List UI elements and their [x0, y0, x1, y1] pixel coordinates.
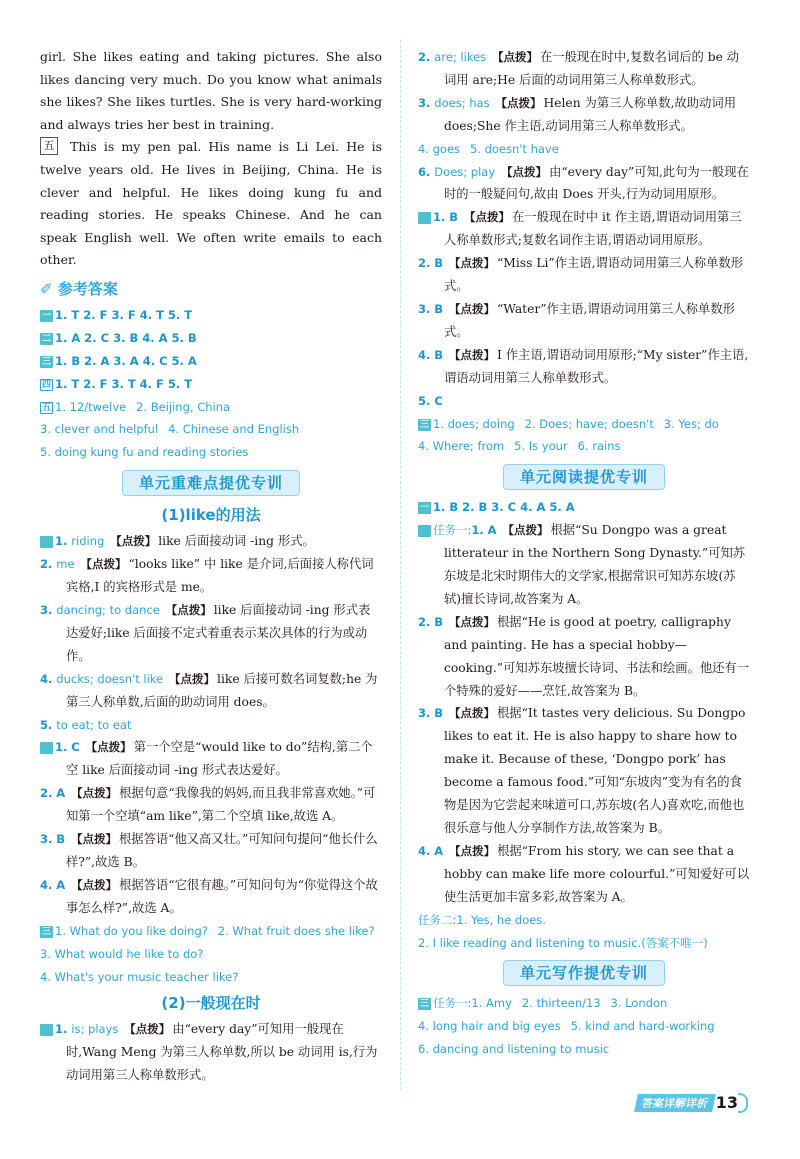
- tip-label: 【点拨】: [71, 786, 118, 801]
- footer-label: 答案详解详析: [634, 1094, 716, 1112]
- explained-answer: [418, 298, 750, 344]
- section-badge: 五: [41, 402, 51, 413]
- explained-answer: [406, 519, 750, 611]
- answer-text: C: [71, 740, 80, 755]
- answer-item: 2. What fruit does she like?: [217, 923, 375, 938]
- answer-text: is; plays: [71, 1022, 119, 1037]
- explanation: 根据“From his story, we can see that a hobby can make life more colourful.”可知爱好可以使生活更加丰富多彩,故答案为 A。: [444, 843, 750, 904]
- answer-row: [418, 992, 750, 1015]
- answer-number: 2.: [418, 50, 431, 64]
- explanation: 根据句意“我像我的妈妈,而且我非常喜欢她。”可知第一个空填“am like”,第二个空填 like,故选 A。: [66, 786, 376, 824]
- answer-number: 4.: [418, 843, 431, 858]
- explained-answer: [418, 611, 750, 703]
- answer-text: B: [56, 832, 66, 847]
- explained-answer: [40, 714, 382, 737]
- answer-number: 1.: [433, 210, 446, 225]
- answer-number: 5.: [40, 717, 53, 732]
- answer-row: [40, 441, 382, 464]
- answer-item: 6. dancing and listening to music: [418, 1042, 610, 1057]
- answer-row: [418, 909, 750, 932]
- left-column: [28, 46, 382, 1087]
- answer-text: are; likes: [434, 50, 487, 64]
- right-column: [406, 46, 750, 1061]
- explained-answer: [40, 828, 382, 874]
- page-edge-decoration: [738, 1093, 748, 1113]
- answer-item: 2. thirteen/13: [521, 996, 601, 1011]
- answer-list: 1. T 2. F 3. F 4. T 5. T: [55, 307, 193, 322]
- explanation: 由“every day”可知,此句为一般现在时的一般疑问句,故由 Does 开头,行为动词用原形。: [444, 164, 749, 202]
- explained-answer: [418, 344, 750, 390]
- page-footer: [636, 1092, 748, 1113]
- explained-answer: [40, 599, 382, 668]
- answer-text: B: [434, 347, 444, 362]
- answer-number: 2.: [418, 256, 431, 271]
- explained-answer: [418, 252, 750, 298]
- explained-answer: [418, 92, 750, 138]
- answer-item: 2. Does; have; doesn't: [524, 416, 654, 431]
- answer-text: A: [56, 877, 66, 892]
- answer-number: 6.: [418, 164, 431, 179]
- answer-number: 4.: [40, 877, 53, 892]
- section-badge: 一: [40, 1024, 53, 1036]
- section-badge: 一: [419, 503, 429, 514]
- answer-row: [40, 396, 382, 419]
- answer-item: 2. I like reading and listening to music.(答案不唯一): [418, 935, 708, 950]
- answer-row: [418, 138, 750, 161]
- explained-answer: [40, 782, 382, 828]
- answer-text: me: [56, 557, 75, 572]
- answer-text: Does; play: [434, 164, 496, 179]
- answer-text: dancing; to dance: [56, 603, 160, 617]
- answer-number: 4.: [418, 347, 431, 362]
- tip-label: 【点拨】: [165, 603, 212, 617]
- section-badge: 二: [41, 333, 51, 344]
- answer-text: A: [434, 843, 444, 858]
- pen-icon: ✐: [40, 279, 53, 298]
- explained-answer: [28, 736, 382, 782]
- answer-text: B: [434, 256, 444, 271]
- explained-answer: [40, 874, 382, 920]
- answer-item: 5. kind and hard-working: [570, 1019, 715, 1034]
- passage-text: This is my pen pal. His name is Li Lei. He is twelve years old. He lives in Beijing, China. He is clever and helpful. He likes doing kung fu and reading stories. He speaks Chinese. And he can speak English well. We often write emails to each other.: [40, 139, 382, 268]
- answer-item: 4. long hair and big eyes: [418, 1019, 561, 1034]
- answer-number: 3.: [40, 832, 53, 847]
- explained-answer: [28, 1018, 382, 1087]
- explained-answer: [28, 530, 382, 553]
- explanation: like 后面接动词 -ing 形式表达爱好;like 后面接不定式着重表示某次具体的行为或动作。: [66, 603, 371, 663]
- subsection-title: (1)like的用法: [161, 506, 261, 525]
- explanation: like 后接可数名词复数;he 为第三人称单数,后面的助动词用 does。: [66, 671, 378, 709]
- answer-number: 2.: [40, 786, 53, 801]
- answer-item: 6. rains: [577, 439, 621, 454]
- explained-answer: [418, 161, 750, 207]
- explained-answer: [418, 46, 750, 92]
- tip-label: 【点拨】: [502, 523, 549, 538]
- answer-item: 1. Amy: [471, 996, 512, 1011]
- answer-text: B: [434, 614, 444, 629]
- answer-row: [418, 435, 750, 458]
- tip-label: 【点拨】: [463, 210, 510, 225]
- explanation: 第一个空是“would like to do”结构,第二个空 like 后面接动词 -ing 形式表达爱好。: [66, 740, 373, 778]
- section-badge: 二: [418, 525, 431, 537]
- answer-row: [40, 304, 382, 327]
- explained-answer: [418, 840, 750, 909]
- tip-label: 【点拨】: [70, 832, 117, 847]
- explained-answer: [406, 206, 750, 252]
- answer-text: B: [434, 301, 444, 316]
- task-label: 任务一:: [433, 996, 472, 1011]
- answer-item: 5. doing kung fu and reading stories: [40, 445, 249, 460]
- explanation: 在一般现在时中,复数名词后的 be 动词用 are;He 后面的动词用第三人称单数形式。: [444, 50, 740, 87]
- banner-title: 单元重难点提优专训: [122, 470, 300, 496]
- answer-text: A: [56, 786, 66, 801]
- tip-label: 【点拨】: [124, 1022, 171, 1037]
- answer-item: 1. does; doing: [433, 416, 515, 431]
- tip-label: 【点拨】: [71, 877, 118, 892]
- answer-item: 1. What do you like doing?: [55, 923, 208, 938]
- tip-label: 【点拨】: [449, 843, 496, 858]
- answer-text: ducks; doesn't like: [56, 671, 164, 686]
- answer-item: 3. Yes; do: [663, 416, 719, 431]
- explained-answer: [418, 702, 750, 839]
- explanation: I 作主语,谓语动词用原形;“My sister”作主语,谓语动词用第三人称单数形式。: [444, 347, 749, 385]
- answer-row: [40, 943, 382, 966]
- page-number: 13: [715, 1093, 738, 1112]
- answer-item: 4. goes: [418, 141, 461, 156]
- answer-item: 5. C: [418, 393, 443, 408]
- explanation: like 后面接动词 -ing 形式。: [158, 534, 315, 549]
- answer-item: 1. Yes, he does.: [456, 912, 546, 927]
- answer-row: [40, 327, 382, 350]
- answer-item: 5. Is your: [514, 439, 568, 454]
- explanation: 根据答语“它很有趣。”可知问句为“你觉得这个故事怎么样?”,故选 A。: [66, 877, 378, 915]
- answer-list: 1. B 2. A 3. A 4. C 5. A: [55, 353, 197, 368]
- explained-answer: [40, 553, 382, 599]
- answer-row: [418, 1038, 750, 1061]
- tip-label: 【点拨】: [110, 534, 157, 549]
- tip-label: 【点拨】: [80, 557, 127, 572]
- section-badge: 三: [419, 419, 429, 430]
- answer-row: [40, 350, 382, 373]
- section-banner: [40, 470, 382, 498]
- answer-row: [40, 966, 382, 989]
- explanation: “Miss Li”作主语,谓语动词用第三人称单数形式。: [444, 256, 744, 294]
- answer-row: [418, 390, 750, 413]
- explanation: “looks like” 中 like 是介词,后面接人称代词宾格,I 的宾格形式是 me。: [66, 557, 374, 595]
- tip-label: 【点拨】: [448, 706, 495, 721]
- tip-label: 【点拨】: [448, 256, 495, 271]
- section-badge: 三: [41, 356, 51, 367]
- answer-list: 1. B 2. B 3. C 4. A 5. A: [433, 500, 575, 515]
- column-divider: [400, 40, 401, 1090]
- answer-number: 3.: [418, 706, 431, 721]
- section-badge: 四: [41, 379, 51, 390]
- section-badge: 二: [40, 742, 53, 754]
- answer-text: B: [449, 210, 459, 225]
- explanation: 根据答语“他又高又壮。”可知问句提问“他长什么样?”,故选 B。: [66, 832, 378, 869]
- answer-item: 3. What would he like to do?: [40, 946, 204, 961]
- answer-text: A: [487, 523, 497, 538]
- answer-number: 2.: [40, 557, 53, 572]
- answer-item: 4. What's your music teacher like?: [40, 969, 239, 984]
- answer-list: 1. A 2. C 3. B 4. A 5. B: [55, 330, 197, 345]
- section-badge: 三: [41, 926, 51, 937]
- section-badge: 一: [41, 310, 51, 321]
- explanation: 根据“He is good at poetry, calligraphy and painting. He has a special hobby—cooking.”可知苏东坡擅长诗词、书法和绘画。他还有一个特殊的爱好——烹饪,故答案为 B。: [444, 614, 750, 698]
- passage-paragraph: girl. She likes eating and taking pictures. She also likes dancing very much. Do you know what animals she likes? She likes turtles. She is very hard-working and always tries her best in training.: [40, 49, 382, 132]
- answer-number: 1.: [55, 740, 68, 755]
- tip-label: 【点拨】: [85, 740, 132, 755]
- answer-number: 1.: [471, 523, 484, 538]
- answer-item: 5. doesn't have: [469, 141, 559, 156]
- explanation: 根据“It tastes very delicious. Su Dongpo likes to eat it. He is also happy to share how to make it. Because of these, ‘Dongpo pork’ has become a famous food.”可知“东坡肉”变为有名的食物是因为它尝起来味道可口,苏东坡(名人)喜欢吃,而他也很乐意与他人分享制作方法,故答案为 B。: [444, 706, 746, 835]
- answer-number: 4.: [40, 671, 53, 686]
- section-badge: 三: [419, 999, 429, 1010]
- answer-number: 3.: [40, 603, 53, 617]
- explained-answer: [40, 668, 382, 714]
- explanation: 在一般现在时中 it 作主语,谓语动词用第三人称单数形式;复数名词作主语,谓语动词用原形。: [444, 210, 742, 248]
- task-label: 任务一:: [433, 523, 472, 538]
- explanation: Helen 为第三人称单数,故助动词用 does;She 作主语,动词用第三人称单数形式。: [444, 95, 736, 133]
- passage-paragraph-5: [40, 136, 382, 272]
- reference-answers-title: 参考答案: [57, 279, 118, 298]
- answer-row: [418, 932, 750, 955]
- answer-list: 1. T 2. F 3. T 4. F 5. T: [55, 376, 193, 391]
- answer-number: 1.: [55, 1022, 68, 1037]
- tip-label: 【点拨】: [448, 614, 495, 629]
- answer-number: 3.: [418, 301, 431, 316]
- section-number-badge: 五: [40, 137, 58, 155]
- answer-row: [40, 373, 382, 396]
- tip-label: 【点拨】: [501, 164, 548, 179]
- section-banner: [418, 464, 750, 492]
- answer-row: [418, 496, 750, 519]
- answer-number: 2.: [418, 614, 431, 629]
- answer-item: 3. clever and helpful: [40, 422, 159, 437]
- explanation: 由“every day”可知用一般现在时,Wang Meng 为第三人称单数,所以 be 动词用 is,行为动词用第三人称单数形式。: [66, 1022, 378, 1083]
- answer-row: [418, 413, 750, 436]
- section-badge: 一: [40, 536, 53, 548]
- answer-item: 2. Beijing, China: [136, 399, 231, 414]
- answer-item: 1. 12/twelve: [55, 399, 127, 414]
- task-label: 任务二:: [418, 912, 457, 927]
- reference-answers-heading: [40, 276, 382, 302]
- answer-item: 4. Chinese and English: [168, 422, 300, 437]
- answer-number: 3.: [418, 95, 431, 110]
- answer-text: B: [434, 706, 444, 721]
- answer-text: to eat; to eat: [56, 717, 132, 732]
- section-banner: [418, 960, 750, 988]
- banner-title: 单元阅读提优专训: [503, 464, 665, 490]
- explanation: 根据“Su Dongpo was a great litterateur in the Northern Song Dynasty.”可知苏东坡是北宋时期伟大的文学家,根据常识可知苏东坡(苏轼)擅长诗词,故答案为 A。: [444, 523, 746, 606]
- explanation: “Water”作主语,谓语动词用第三人称单数形式。: [444, 301, 735, 339]
- answer-text: does; has: [434, 95, 490, 110]
- subsection-title: (2)一般现在时: [161, 994, 261, 1013]
- tip-label: 【点拨】: [448, 301, 495, 316]
- section-badge: 二: [418, 212, 431, 224]
- answer-number: 1.: [55, 534, 68, 549]
- tip-label: 【点拨】: [169, 671, 216, 686]
- banner-title: 单元写作提优专训: [503, 960, 665, 986]
- answer-item: 4. Where; from: [418, 439, 505, 454]
- answer-row: [418, 1015, 750, 1038]
- answer-row: [40, 418, 382, 441]
- tip-label: 【点拨】: [492, 50, 539, 64]
- answer-row: [40, 920, 382, 943]
- tip-label: 【点拨】: [495, 95, 542, 110]
- answer-item: 3. London: [610, 996, 668, 1011]
- tip-label: 【点拨】: [448, 347, 495, 362]
- answer-text: riding: [71, 534, 105, 549]
